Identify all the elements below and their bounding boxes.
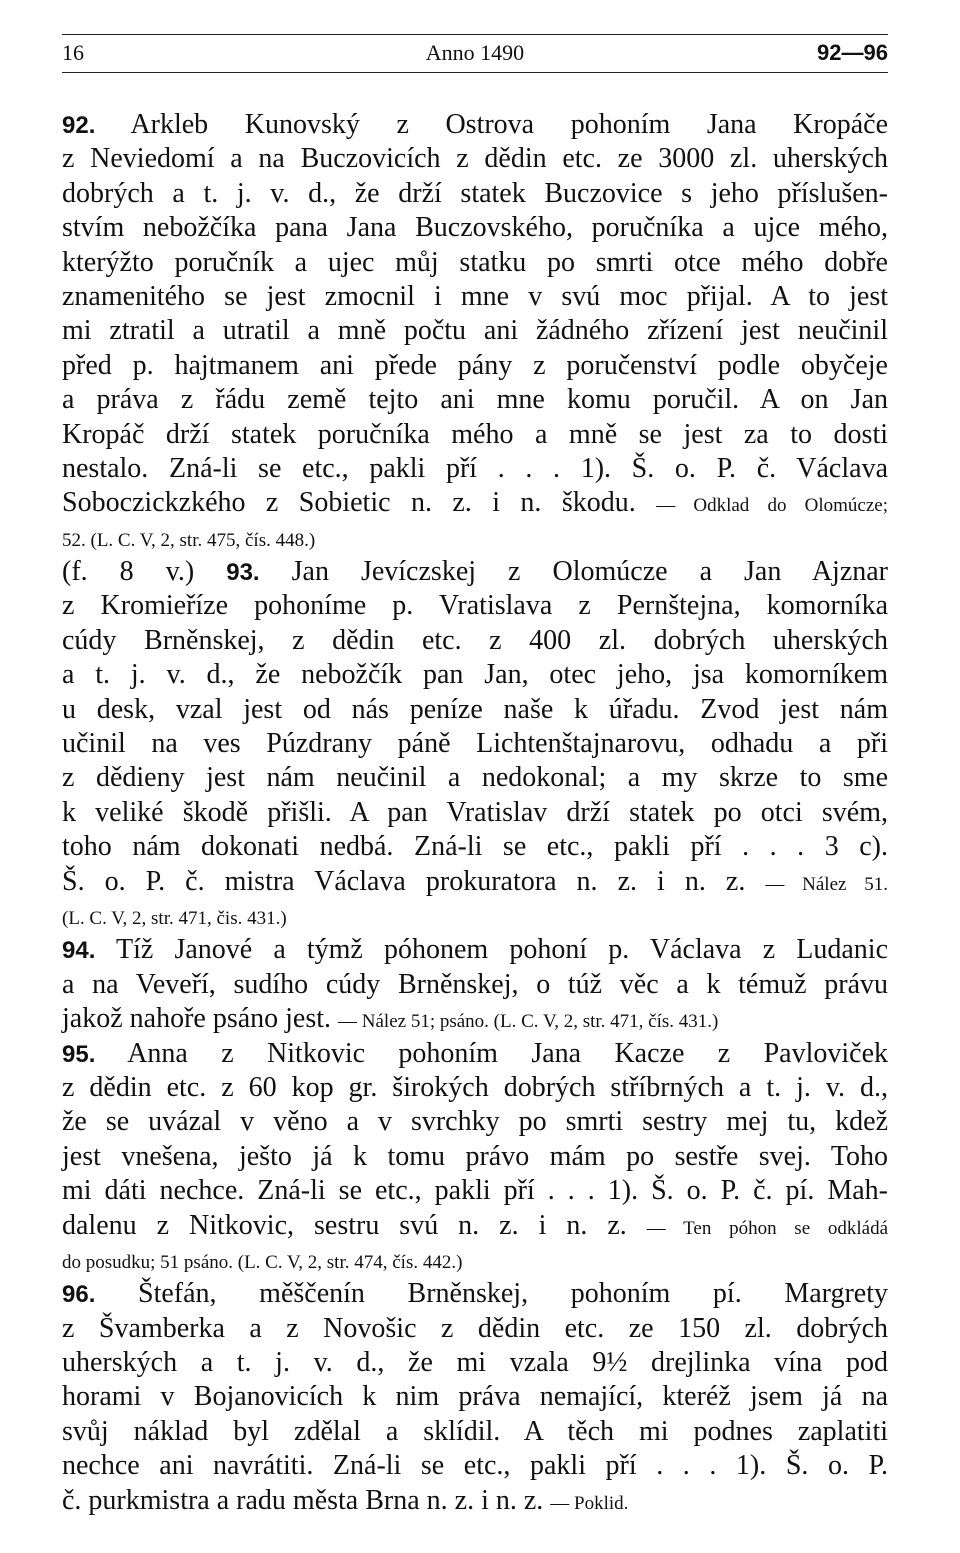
line-text: Š. o. P. č. mistra Václava prokuratora n. z. i n. z. bbox=[62, 865, 766, 897]
text-line bbox=[62, 1380, 888, 1414]
text-line bbox=[62, 1243, 888, 1277]
editorial-note: — Ten póhon se odkládá bbox=[646, 1217, 889, 1239]
line-text: cúdy Brněnskej, z dědin etc. z 400 zl. dobrých uherských bbox=[62, 624, 888, 656]
line-text: z dědin etc. z 60 kop gr. širokých dobrých stříbrných a t. j. v. d., bbox=[62, 1071, 888, 1103]
entry-number: 95. bbox=[62, 1040, 96, 1068]
editorial-note: do posudku; 51 psáno. (L. C. V, 2, str. 474, čís. 442.) bbox=[62, 1251, 463, 1273]
text-line bbox=[62, 555, 888, 589]
line-text: mi dáti nechce. Zná-li se etc., pakli pří . . . 1). Š. o. P. č. pí. Mah- bbox=[62, 1175, 888, 1207]
line-text: a práva z řádu země tejto ani mne komu poručil. A on Jan bbox=[62, 384, 888, 416]
line-text: (f. 8 v.) bbox=[62, 556, 227, 588]
line-text: Jan Jevíczskej z Olomúcze a Jan Ajznar bbox=[259, 556, 888, 588]
line-text: znamenitého se jest zmocnil i mne v svú moc přijal. A to jest bbox=[62, 280, 888, 312]
line-text: mi ztratil a utratil a mně počtu ani žádného zřízení jest neučinil bbox=[62, 315, 888, 347]
entry-number: 96. bbox=[62, 1281, 96, 1309]
line-text: Kropáč drží statek poručníka mého a mně se jest za to dosti bbox=[62, 418, 888, 450]
line-text: z Švamberka a z Novošic z dědin etc. ze 150 zl. dobrých bbox=[62, 1312, 888, 1344]
text-line bbox=[62, 314, 888, 348]
editorial-note: — Nález 51; psáno. (L. C. V, 2, str. 471, čís. 431.) bbox=[338, 1011, 719, 1033]
text-line bbox=[62, 418, 888, 452]
editorial-note: — Nález 51. bbox=[765, 873, 888, 895]
text-line bbox=[62, 521, 888, 555]
line-text: kterýžto poručník a ujec můj statku po smrti otce mého dobře bbox=[62, 246, 888, 278]
text-line bbox=[62, 1071, 888, 1105]
line-text: horami v Bojanovicích k nim práva nemající, kteréž jsem já na bbox=[62, 1381, 888, 1413]
text-line bbox=[62, 383, 888, 417]
entry-range: 92—96 bbox=[817, 40, 888, 65]
line-text: Arkleb Kunovský z Ostrova pohoním Jana Kropáče bbox=[95, 109, 888, 140]
running-header bbox=[62, 36, 888, 68]
line-text: dobrých a t. j. v. d., že drží statek Buczovice s jeho příslušen- bbox=[62, 177, 888, 209]
line-text: z dědieny jest nám neučinil a nedokonal; a my skrze to sme bbox=[62, 762, 888, 794]
line-text: nechce ani navrátiti. Zná-li se etc., pakli pří . . . 1). Š. o. P. bbox=[62, 1450, 888, 1482]
text-line bbox=[62, 830, 888, 864]
line-text: jakož nahoře psáno jest. bbox=[62, 1003, 339, 1035]
text-line bbox=[62, 796, 888, 830]
text-line bbox=[62, 1174, 888, 1208]
line-text: jest vnešena, ješto já k tomu právo mám po sestře svej. Toho bbox=[62, 1140, 888, 1172]
line-text: svůj náklad byl zdělal a sklídil. A těch mi podnes zaplatiti bbox=[62, 1415, 888, 1447]
editorial-note: 52. (L. C. V, 2, str. 475, čís. 448.) bbox=[62, 529, 316, 551]
line-text: že se uvázal v věno a v svrchky po smrti sestry mej tu, kdež bbox=[62, 1106, 888, 1138]
page-number: 16 bbox=[62, 40, 84, 65]
text-line bbox=[62, 693, 888, 727]
line-text: nestalo. Zná-li se etc., pakli pří . . . 1). Š. o. P. č. Václava bbox=[62, 452, 888, 484]
text-line bbox=[62, 486, 888, 520]
text-line bbox=[62, 1002, 888, 1036]
line-text: dalenu z Nitkovic, sestru svú n. z. i n. z. bbox=[62, 1209, 647, 1241]
text-line bbox=[62, 1449, 888, 1483]
text-line bbox=[62, 1346, 888, 1380]
text-line bbox=[62, 865, 888, 899]
line-text: před p. hajtmanem ani přede pány z poručenství podle obyčeje bbox=[62, 349, 888, 381]
line-text: a na Veveří, sudího cúdy Brněnskej, o túž věc a k témuž právu bbox=[62, 968, 888, 1000]
line-text: č. purkmistra a radu města Brna n. z. i n. z. bbox=[62, 1484, 551, 1516]
line-text: uherských a t. j. v. d., že mi vzala 9½ drejlinka vína pod bbox=[62, 1347, 888, 1379]
text-line bbox=[62, 246, 888, 280]
text-line bbox=[62, 1105, 888, 1139]
text-line bbox=[62, 1209, 888, 1243]
line-text: k veliké škodě přišli. A pan Vratislav drží statek po otci svém, bbox=[62, 796, 888, 828]
header-rule-bottom bbox=[62, 72, 888, 73]
line-text: z Neviedomí a na Buczovicích z dědin etc. ze 3000 zl. uherských bbox=[62, 143, 888, 175]
line-text: stvím nebožčíka pana Jana Buczovského, poručníka a ujce mého, bbox=[62, 212, 888, 244]
text-line bbox=[62, 142, 888, 176]
text-line bbox=[62, 761, 888, 795]
text-line bbox=[62, 624, 888, 658]
text-line bbox=[62, 1037, 888, 1071]
text-line bbox=[62, 211, 888, 245]
text-line bbox=[62, 108, 888, 142]
text-line bbox=[62, 727, 888, 761]
text-line bbox=[62, 658, 888, 692]
line-text: Tíž Janové a týmž póhonem pohoní p. Václava z Ludanic bbox=[95, 934, 888, 966]
header-rule-top bbox=[62, 34, 888, 35]
entry-number: 94. bbox=[62, 937, 96, 965]
text-line bbox=[62, 177, 888, 211]
line-text: Štefán, měščenín Brněnskej, pohoním pí. Margrety bbox=[95, 1278, 888, 1310]
line-text: Anna z Nitkovic pohoním Jana Kacze z Pavloviček bbox=[95, 1037, 888, 1069]
text-line bbox=[62, 1484, 888, 1518]
line-text: učinil na ves Púzdrany páně Lichtenštajnarovu, odhadu a při bbox=[62, 728, 888, 760]
text-line bbox=[62, 452, 888, 486]
line-text: Soboczickzkého z Sobietic n. z. i n. škodu. bbox=[62, 487, 657, 519]
text-line bbox=[62, 968, 888, 1002]
editorial-note: (L. C. V, 2, str. 471, čis. 431.) bbox=[62, 907, 287, 929]
line-text: a t. j. v. d., že nebožčík pan Jan, otec jeho, jsa komorníkem bbox=[62, 659, 888, 691]
document-body bbox=[62, 108, 888, 1518]
line-text: u desk, vzal jest od nás peníze naše k úřadu. Zvod jest nám bbox=[62, 693, 888, 725]
entry-number: 92. bbox=[62, 112, 96, 139]
text-line bbox=[62, 1277, 888, 1311]
editorial-note: — Poklid. bbox=[550, 1492, 629, 1514]
text-line bbox=[62, 589, 888, 623]
editorial-note: — Odklad do Olomúcze; bbox=[656, 495, 888, 517]
running-title-year: Anno 1490 bbox=[425, 40, 525, 65]
text-line bbox=[62, 1415, 888, 1449]
entry-number: 93. bbox=[226, 559, 260, 587]
text-line bbox=[62, 1312, 888, 1346]
text-line bbox=[62, 933, 888, 967]
line-text: toho nám dokonati nedbá. Zná-li se etc., pakli pří . . . 3 c). bbox=[62, 831, 888, 863]
text-line bbox=[62, 349, 888, 383]
text-line bbox=[62, 1140, 888, 1174]
text-line bbox=[62, 899, 888, 933]
text-line bbox=[62, 280, 888, 314]
line-text: z Kromieříze pohoníme p. Vratislava z Pernštejna, komorníka bbox=[62, 590, 888, 622]
